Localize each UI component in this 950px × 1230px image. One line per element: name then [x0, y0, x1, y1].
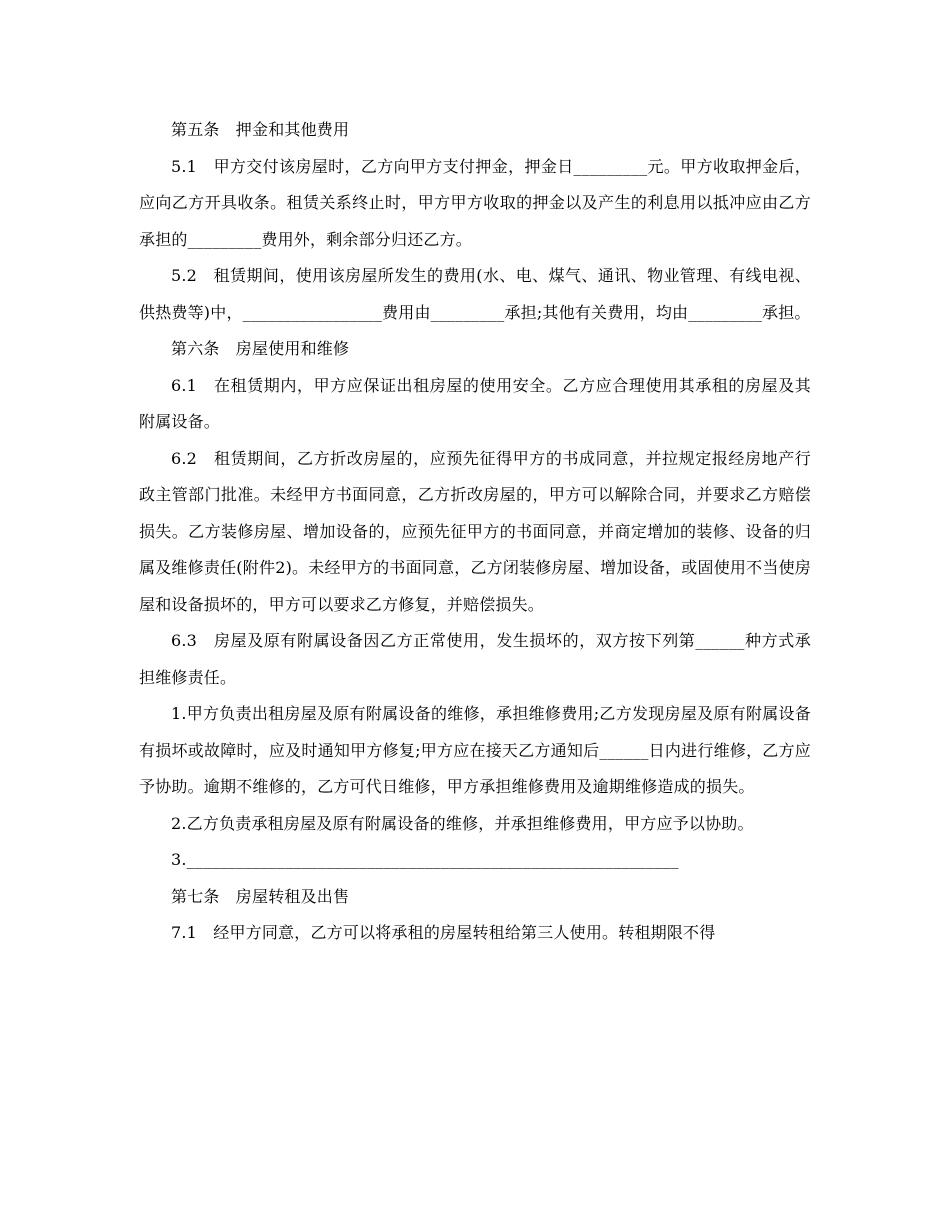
- clause-6-2: 6.2 租赁期间，乙方折改房屋的，应预先征得甲方的书成同意，并拉规定报经房地产行政主管部门批准。未经甲方书面同意，乙方折改房屋的，甲方可以解除合同，并要求乙方赔偿损失。乙方装修房屋、增加设备的，应预先征甲方的书面同意，并商定增加的装修、设备的归属及维修责任(附件2)。未经甲方的书面同意，乙方闭装修房屋、增加设备，或固使用不当使房屋和设备损坏的，甲方可以要求乙方修复，并赔偿损失。: [139, 448, 811, 614]
- clause-6-3-option-1: 1.甲方负责出租房屋及原有附属设备的维修，承担维修费用;乙方发现房屋及原有附属设备有损坏或故障时，应及时通知甲方修复;甲方应在接天乙方通知后______日内进行维修，乙方应予协助。逾期不维修的，乙方可代日维修，甲方承担维修费用及逾期维修造成的损失。: [139, 704, 811, 796]
- document-body: [139, 112, 811, 952]
- article-5-heading: 第五条 押金和其他费用: [171, 120, 350, 139]
- clause-6-1: 6.1 在租赁期内，甲方应保证出租房屋的使用安全。乙方应合理使用其承租的房屋及其附属设备。: [139, 375, 811, 431]
- article-6-heading: 第六条 房屋使用和维修: [171, 339, 350, 358]
- clause-6-3-option-3: 3.____________________________________________________________: [171, 850, 679, 869]
- clause-6-3-option-2: 2.乙方负责承租房屋及原有附属设备的维修，并承担维修费用，甲方应予以协助。: [171, 813, 754, 833]
- clause-6-3: 6.3 房屋及原有附属设备因乙方正常使用，发生损坏的，双方按下列第______种方式承担维修责任。: [139, 631, 811, 687]
- clause-5-1: 5.1 甲方交付该房屋时，乙方向甲方支付押金，押金日_________元。甲方收取押金后，应向乙方开具收条。租赁关系终止时，甲方甲方收取的押金以及产生的利息用以抵冲应由乙方承担的_________费用外，剩余部分归还乙方。: [139, 156, 811, 249]
- article-7-heading: 第七条 房屋转租及出售: [171, 886, 350, 906]
- clause-7-1: 7.1 经甲方同意，乙方可以将承租的房屋转租给第三人使用。转租期限不得: [171, 923, 716, 942]
- clause-5-2: 5.2 租赁期间，使用该房屋所发生的费用(水、电、煤气、通讯、物业管理、有线电视、供热费等)中，_________________费用由_________承担;其他有关费用，均由_________承担。: [139, 266, 811, 322]
